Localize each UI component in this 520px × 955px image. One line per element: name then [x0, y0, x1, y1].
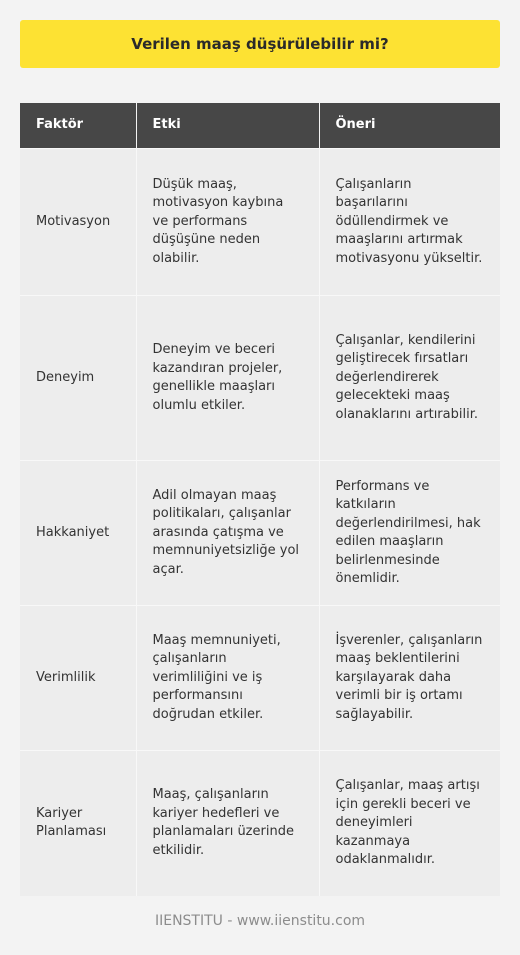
header-suggestion: Öneri [319, 103, 500, 149]
cell-effect: Maaş, çalışanların kariyer hedefleri ve planlamaları üzerinde etkilidir. [136, 751, 319, 896]
title-banner [20, 20, 500, 68]
cell-suggestion: Performans ve katkıların değerlendirilmesi, hak edilen maaşların belirlenmesinde önemlidir. [319, 461, 500, 606]
footer-credit: IIENSTITU - www.iienstitu.com [154, 913, 366, 929]
cell-suggestion: Çalışanlar, kendilerini geliştirecek fırsatları değerlendirerek gelecekteki maaş olanaklarını artırabilir. [319, 296, 500, 461]
cell-suggestion: Çalışanların başarılarını ödüllendirmek ve maaşlarını artırmak motivasyonu yükseltir. [319, 149, 500, 296]
cell-factor: Verimlilik [20, 606, 136, 751]
page-title: Verilen maaş düşürülebilir mi? [131, 35, 389, 53]
table-header-row [20, 103, 500, 149]
cell-effect: Deneyim ve beceri kazandıran projeler, genellikle maaşları olumlu etkiler. [136, 296, 319, 461]
cell-factor: Deneyim [20, 296, 136, 461]
table-row [20, 751, 500, 896]
table-row [20, 461, 500, 606]
cell-factor: Kariyer Planlaması [20, 751, 136, 896]
cell-effect: Düşük maaş, motivasyon kaybına ve performans düşüşüne neden olabilir. [136, 149, 319, 296]
cell-effect: Adil olmayan maaş politikaları, çalışanlar arasında çatışma ve memnuniyetsizliğe yol açar. [136, 461, 319, 606]
table-row [20, 296, 500, 461]
cell-effect: Maaş memnuniyeti, çalışanların verimliliğini ve iş performansını doğrudan etkiler. [136, 606, 319, 751]
header-effect: Etki [136, 103, 319, 149]
cell-suggestion: Çalışanlar, maaş artışı için gerekli beceri ve deneyimleri kazanmaya odaklanmalıdır. [319, 751, 500, 896]
cell-suggestion: İşverenler, çalışanların maaş beklentilerini karşılayarak daha verimli bir iş ortamı sağlayabilir. [319, 606, 500, 751]
factor-table [20, 103, 500, 896]
table-row [20, 606, 500, 751]
header-factor: Faktör [20, 103, 136, 149]
table-row [20, 149, 500, 296]
cell-factor: Motivasyon [20, 149, 136, 296]
cell-factor: Hakkaniyet [20, 461, 136, 606]
